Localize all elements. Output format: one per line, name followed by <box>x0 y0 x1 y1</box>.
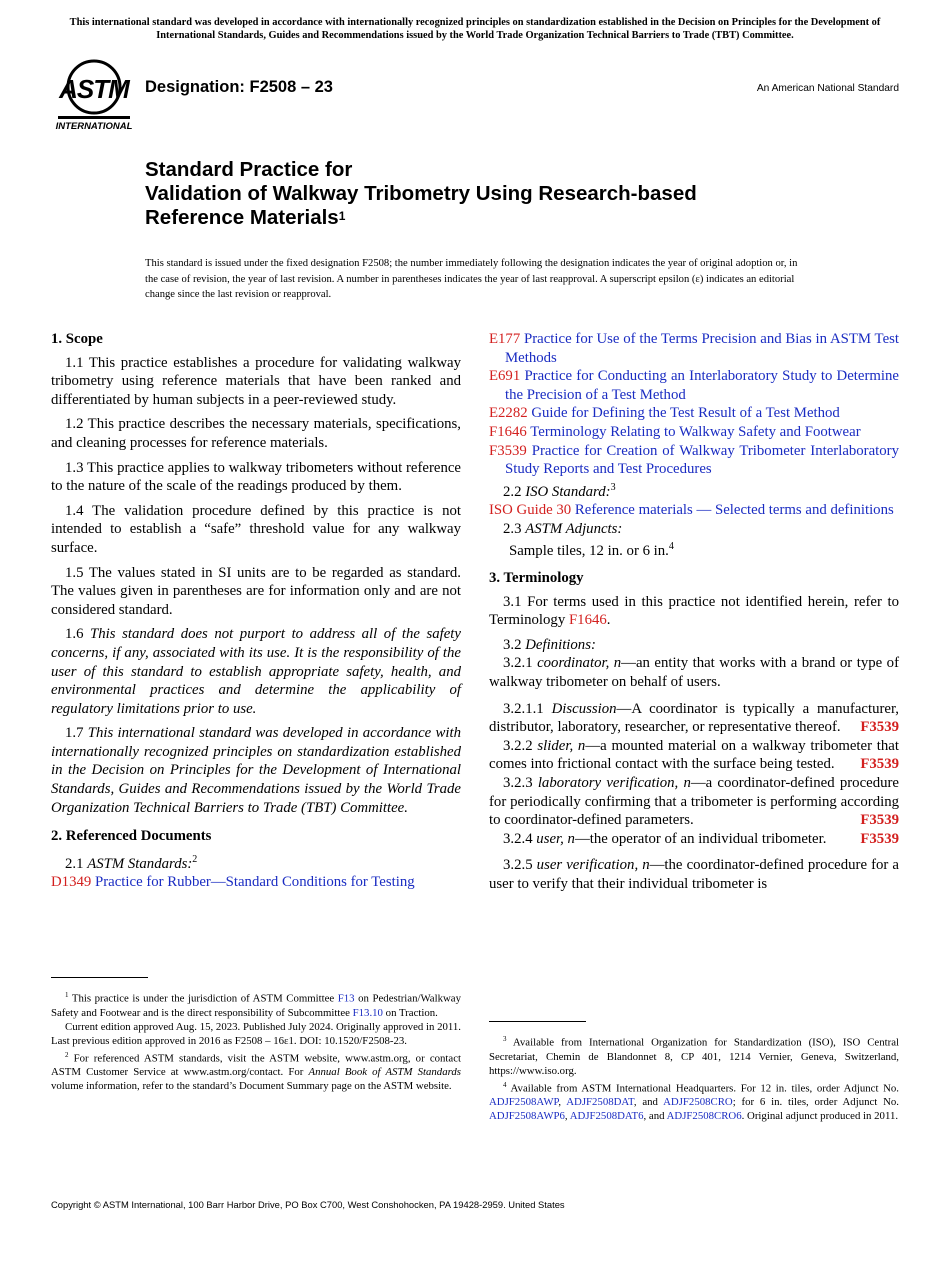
discussion-coordinator: 3.2.1.1 Discussion—A coordinator is typically a manufacturer, distributor, laboratory, researcher, or representative thereof. F3539 <box>489 700 899 736</box>
title-footnote-mark: 1 <box>338 209 346 223</box>
reference-code[interactable]: E691 <box>489 368 521 385</box>
svg-text:ASTM: ASTM <box>59 74 129 104</box>
definition-coordinator: 3.2.1 coordinator, n—an entity that works with a brand or type of walkway tribometer on behalf of users. <box>489 655 899 690</box>
reference-code[interactable]: ISO Guide 30 <box>489 502 572 519</box>
reference-item[interactable] <box>489 404 899 423</box>
national-standard-label: An American National Standard <box>756 83 899 94</box>
copyright-footer: Copyright © ASTM International, 100 Barr Harbor Drive, PO Box C700, West Conshohocken, PA 19428-2959. United States <box>51 1199 565 1210</box>
footnotes-left <box>51 988 461 1093</box>
footnote-2: $^2$ For referenced ASTM standards, visit the ASTM website, www.astm.org, or contact ASTM Customer Service at www.astm.org/contact. For Annual Book of ASTM Standards volume information, refer to the standard’s Document Summary page on the ASTM website. <box>51 1050 461 1093</box>
adjunct-item: Sample tiles, 12 in. or 6 in.$^4$ <box>509 541 674 560</box>
adjunct-link[interactable]: ADJF2508CRO <box>663 1096 733 1109</box>
footnote-1: $^1$ This practice is under the jurisdiction of ASTM Committee F13 on Pedestrian/Walkway Safety and Footwear and is the direct responsibility of Subcommittee F13.10 on Traction. <box>51 991 461 1019</box>
designation: Designation: F2508 – 23 <box>145 78 333 96</box>
section-heading-scope: 1. Scope <box>51 331 103 347</box>
source-tag[interactable]: F3539 <box>860 812 899 829</box>
adjunct-link[interactable]: ADJF2508DAT6 <box>569 1110 644 1123</box>
adjunct-link[interactable]: ADJF2508DAT <box>566 1096 634 1109</box>
footnote-rule-left <box>51 977 148 978</box>
paragraph-1-1: 1.1 This practice establishes a procedure for validating walkway tribometry using reference materials that have been ranked and differentiated by human subjects in a peer-reviewed study. <box>51 354 461 408</box>
terminology-link[interactable]: F1646 <box>568 612 607 629</box>
title-line-3: Reference Materials <box>145 206 339 229</box>
definition-user: 3.2.4 user, n—the operator of an individual tribometer. F3539 <box>503 830 899 847</box>
astm-logo <box>52 56 136 132</box>
left-column <box>51 330 461 892</box>
paragraph-1-5: 1.5 The values stated in SI units are to be regarded as standard. The values given in parentheses are for information only and are not considered standard. <box>51 564 461 618</box>
reference-title[interactable]: Practice for Conducting an Interlaboratory Study to Determine the Precision of a Test Method <box>505 368 899 403</box>
definition-slider: 3.2.2 slider, n—a mounted material on a walkway tribometer that comes into frictional contact with the surface being tested. F3539 <box>489 737 899 773</box>
footnotes-right <box>489 1032 899 1123</box>
issuance-note: This standard is issued under the fixed designation F2508; the number immediately following the designation indicates the year of original adoption or, in the case of revision, the year of last revision. A number in parentheses indicates the year of last reapproval. A superscript epsilon (ε) indicates an editorial change since the last revision or reapproval. <box>145 258 798 300</box>
reference-code[interactable]: E2282 <box>489 405 528 422</box>
definition-user-verification: 3.2.5 user verification, n—the coordinator-defined procedure for a user to verify that their individual tribometer is <box>489 857 899 892</box>
title-line-1: Standard Practice for <box>145 158 353 181</box>
adjunct-link[interactable]: ADJF2508AWP6 <box>489 1110 565 1123</box>
section-heading-referenced: 2. Referenced Documents <box>51 828 212 845</box>
reference-item[interactable] <box>489 423 899 442</box>
source-tag[interactable]: F3539 <box>860 756 899 773</box>
astm-standards-label: 2.1 ASTM Standards:$^2$ <box>65 853 198 872</box>
reference-item[interactable] <box>489 330 899 367</box>
wto-notice: This international standard was developed in accordance with internationally recognized principles on standardization established in the Decision on Principles for the Development of International Standards, Guides and Recommendations issued by the World Trade Organization Technical Barriers to Trade (TBT) Committee. <box>69 17 881 41</box>
title-line-2: Validation of Walkway Tribometry Using Research-based <box>145 182 697 205</box>
footnote-3: $^3$ Available from International Organization for Standardization (ISO), ISO Central Secretariat, Chemin de Blandonnet 8, CP 401, 1214 Vernier, Geneva, Switzerland, https://www.iso.org. <box>489 1035 900 1077</box>
footnote-rule-right <box>489 1021 586 1022</box>
section-heading-terminology: 3. Terminology <box>489 569 584 586</box>
subcommittee-link[interactable]: F13.10 <box>352 1006 383 1019</box>
svg-text:INTERNATIONAL: INTERNATIONAL <box>55 121 133 132</box>
definitions-label: 3.2 Definitions: <box>503 636 596 653</box>
reference-item[interactable] <box>489 442 899 479</box>
astm-adjuncts-label: 2.3 ASTM Adjuncts: <box>503 520 623 537</box>
paragraph-1-4: 1.4 The validation procedure defined by this practice is not intended to establish a “safe” threshold value for any walkway surface. <box>51 502 461 556</box>
reference-code[interactable]: F1646 <box>489 423 527 440</box>
committee-link[interactable]: F13 <box>337 992 355 1005</box>
adjunct-link[interactable]: ADJF2508CRO6 <box>666 1110 742 1123</box>
reference-title[interactable]: Reference materials — Selected terms and definitions <box>574 502 894 519</box>
reference-code[interactable]: E177 <box>489 331 521 347</box>
reference-item[interactable] <box>51 873 461 892</box>
adjunct-link[interactable]: ADJF2508AWP <box>489 1096 559 1109</box>
right-column <box>489 330 899 899</box>
footnote-1-edition: Current edition approved Aug. 15, 2023. Published July 2024. Originally approved in 2011. Last previous edition approved in 2016 as F2508 – 16ε1. DOI: 10.1520/F2508-23. <box>51 1020 461 1047</box>
paragraph-3-1: 3.1 For terms used in this practice not identified herein, refer to Terminology F1646. <box>489 593 899 629</box>
reference-title[interactable]: Practice for Creation of Walkway Tribometer Interlaboratory Study Reports and Test Procedures <box>505 442 900 478</box>
reference-item[interactable] <box>489 501 899 520</box>
footnote-4: $^4$ Available from ASTM International Headquarters. For 12 in. tiles, order Adjunct No. ADJF2508AWP, ADJF2508DAT, and ADJF2508CRO; for 6 in. tiles, order Adjunct No. ADJF2508AWP6, ADJF2508DAT6, and ADJF2508CRO6. Original adjunct produced in 2011. <box>489 1080 899 1123</box>
reference-title[interactable]: Terminology Relating to Walkway Safety and Footwear <box>530 423 861 440</box>
reference-code[interactable]: F3539 <box>489 442 527 459</box>
paragraph-1-7: 1.7 This international standard was developed in accordance with internationally recognized principles on standardization established in the Decision on Principles for the Development of International Standards, Guides and Recommendations issued by the World Trade Organization Technical Barriers to Trade (TBT) Committee. <box>51 725 461 816</box>
definition-laboratory-verification: 3.2.3 laboratory verification, n—a coordinator-defined procedure for periodically confirming that a tribometer is performing according to coordinator-defined parameters. F3539 <box>489 774 900 829</box>
reference-code[interactable]: D1349 <box>51 874 92 891</box>
reference-title[interactable]: Guide for Defining the Test Result of a Test Method <box>531 405 840 422</box>
reference-title[interactable]: Practice for Rubber—Standard Conditions for Testing <box>94 874 415 891</box>
reference-item[interactable] <box>489 367 899 404</box>
reference-title[interactable]: Practice for Use of the Terms Precision and Bias in ASTM Test Methods <box>505 331 900 366</box>
paragraph-1-3: 1.3 This practice applies to walkway tribometers without reference to the nature of the scale of the readings produced by them. <box>51 459 461 495</box>
paragraph-1-2: 1.2 This practice describes the necessary materials, specifications, and cleaning processes for reference materials. <box>51 416 461 451</box>
source-tag[interactable]: F3539 <box>860 830 899 847</box>
paragraph-1-6: 1.6 This standard does not purport to address all of the safety concerns, if any, associated with its use. It is the responsibility of the user of this standard to establish appropriate safety, health, and environmental practices and determine the applicability of regulatory limitations prior to use. <box>51 626 461 717</box>
iso-standard-label: 2.2 ISO Standard:$^3$ <box>503 481 616 500</box>
source-tag[interactable]: F3539 <box>860 719 899 736</box>
document-title <box>145 158 845 230</box>
